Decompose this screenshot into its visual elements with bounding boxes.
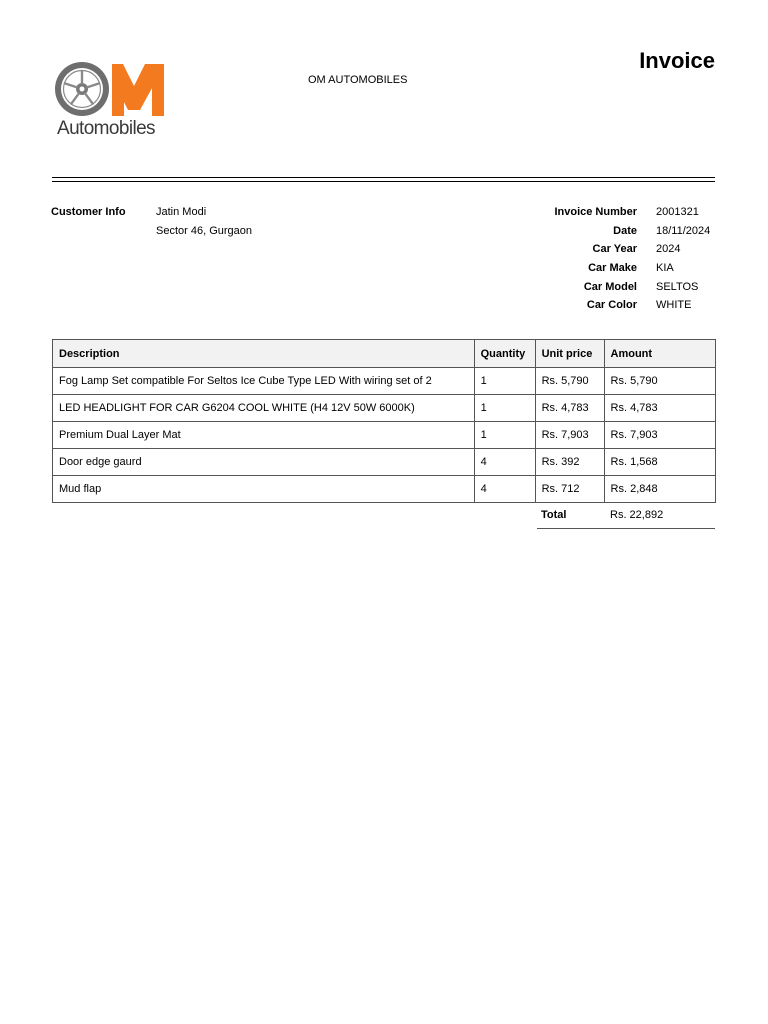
column-header-quantity: Quantity (474, 340, 535, 368)
cell-description: Door edge gaurd (53, 449, 475, 476)
table-row (53, 449, 716, 476)
line-items-table (52, 339, 716, 503)
customer-info-label: Customer Info (51, 206, 126, 218)
cell-quantity: 4 (474, 449, 535, 476)
cell-unit-price: Rs. 7,903 (535, 422, 604, 449)
total-underline (537, 528, 715, 529)
total-label: Total (541, 509, 567, 521)
car-make-label: Car Make (588, 262, 637, 274)
cell-amount: Rs. 5,790 (604, 368, 715, 395)
company-name: OM AUTOMOBILES (308, 74, 408, 86)
page-title: Invoice (639, 48, 715, 73)
customer-address: Sector 46, Gurgaon (156, 225, 253, 237)
invoice-number-value: 2001321 (656, 206, 699, 218)
column-header-unit-price: Unit price (535, 340, 604, 368)
logo-graphic (54, 60, 170, 120)
header-divider (52, 177, 715, 178)
cell-quantity: 4 (474, 476, 535, 503)
header-divider-thin (52, 181, 715, 182)
car-year-value: 2024 (656, 243, 681, 255)
table-row (53, 395, 716, 422)
date-label: Date (613, 225, 637, 237)
cell-quantity: 1 (474, 395, 535, 422)
car-model-label: Car Model (583, 281, 637, 293)
logo-m-letter (112, 64, 164, 116)
table-row (53, 476, 716, 503)
logo-text: Automobiles (57, 118, 155, 139)
cell-unit-price: Rs. 712 (535, 476, 604, 503)
column-header-description: Description (53, 340, 475, 368)
cell-amount: Rs. 2,848 (604, 476, 715, 503)
table-row (53, 368, 716, 395)
company-logo (54, 60, 170, 144)
car-make-value: KIA (656, 262, 674, 274)
cell-quantity: 1 (474, 368, 535, 395)
car-year-label: Car Year (592, 243, 637, 255)
cell-amount: Rs. 4,783 (604, 395, 715, 422)
cell-description: Mud flap (53, 476, 475, 503)
cell-description: Premium Dual Layer Mat (53, 422, 475, 449)
cell-quantity: 1 (474, 422, 535, 449)
cell-unit-price: Rs. 5,790 (535, 368, 604, 395)
car-color-label: Car Color (586, 299, 637, 311)
table-row (53, 422, 716, 449)
invoice-number-label: Invoice Number (554, 206, 637, 218)
cell-amount: Rs. 7,903 (604, 422, 715, 449)
car-color-value: WHITE (656, 299, 692, 311)
cell-description: LED HEADLIGHT FOR CAR G6204 COOL WHITE (H4 12V 50W 6000K) (53, 395, 475, 422)
table-header-row (53, 340, 716, 368)
car-model-value: SELTOS (656, 281, 699, 293)
cell-unit-price: Rs. 4,783 (535, 395, 604, 422)
wheel-icon (55, 62, 109, 116)
total-value: Rs. 22,892 (610, 509, 664, 521)
cell-unit-price: Rs. 392 (535, 449, 604, 476)
customer-name: Jatin Modi (156, 206, 207, 218)
date-value: 18/11/2024 (656, 225, 711, 237)
cell-description: Fog Lamp Set compatible For Seltos Ice Cube Type LED With wiring set of 2 (53, 368, 475, 395)
cell-amount: Rs. 1,568 (604, 449, 715, 476)
column-header-amount: Amount (604, 340, 715, 368)
